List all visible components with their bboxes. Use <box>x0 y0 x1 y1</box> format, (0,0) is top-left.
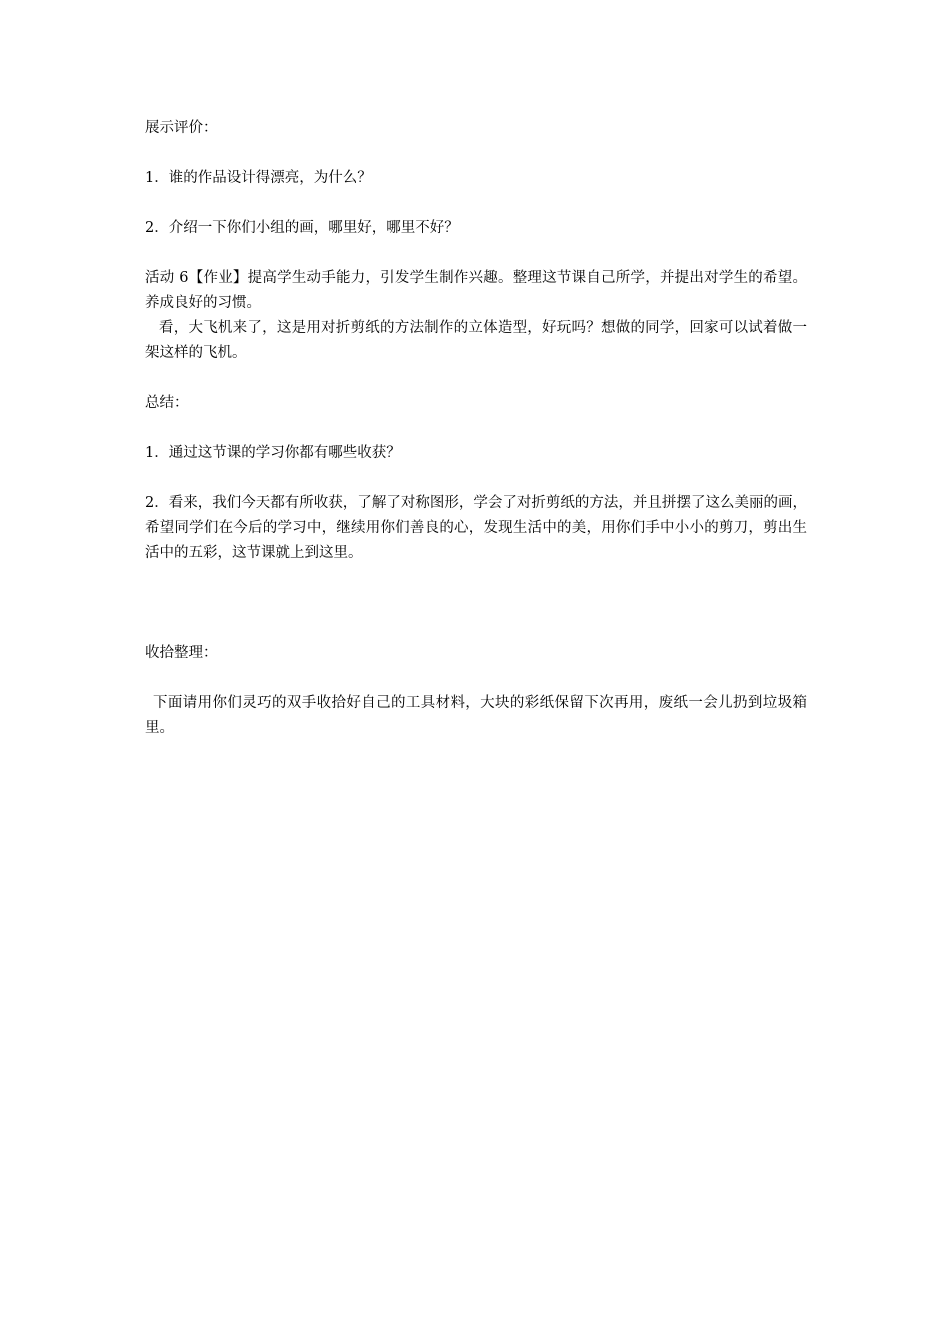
display-question-2: 2．介绍一下你们小组的画，哪里好，哪里不好？ <box>145 220 459 236</box>
airplane-paragraph: 看，大飞机来了，这是用对折剪纸的方法制作的立体造型，好玩吗？想做的同学，回家可以试着做一架这样的飞机。 <box>145 320 807 361</box>
summary-question-1: 1．通过这节课的学习你都有哪些收获？ <box>145 445 401 461</box>
display-evaluation-heading: 展示评价： <box>145 120 218 136</box>
document-body <box>145 116 807 741</box>
display-question-1: 1．谁的作品设计得漂亮，为什么？ <box>145 170 372 186</box>
activity-6-paragraph: 活动 6【作业】提高学生动手能力，引发学生制作兴趣。整理这节课自己所学，并提出对学生的希望。养成良好的习惯。 <box>145 270 807 311</box>
cleanup-paragraph: 下面请用你们灵巧的双手收拾好自己的工具材料，大块的彩纸保留下次再用，废纸一会儿扔到垃圾箱里。 <box>145 695 807 736</box>
cleanup-heading: 收拾整理： <box>145 645 218 661</box>
summary-paragraph-2: 2．看来，我们今天都有所收获，了解了对称图形，学会了对折剪纸的方法，并且拼摆了这么美丽的画，希望同学们在今后的学习中，继续用你们善良的心，发现生活中的美，用你们手中小小的剪刀，剪出生活中的五彩，这节课就上到这里。 <box>145 495 807 561</box>
summary-heading: 总结： <box>145 395 189 411</box>
